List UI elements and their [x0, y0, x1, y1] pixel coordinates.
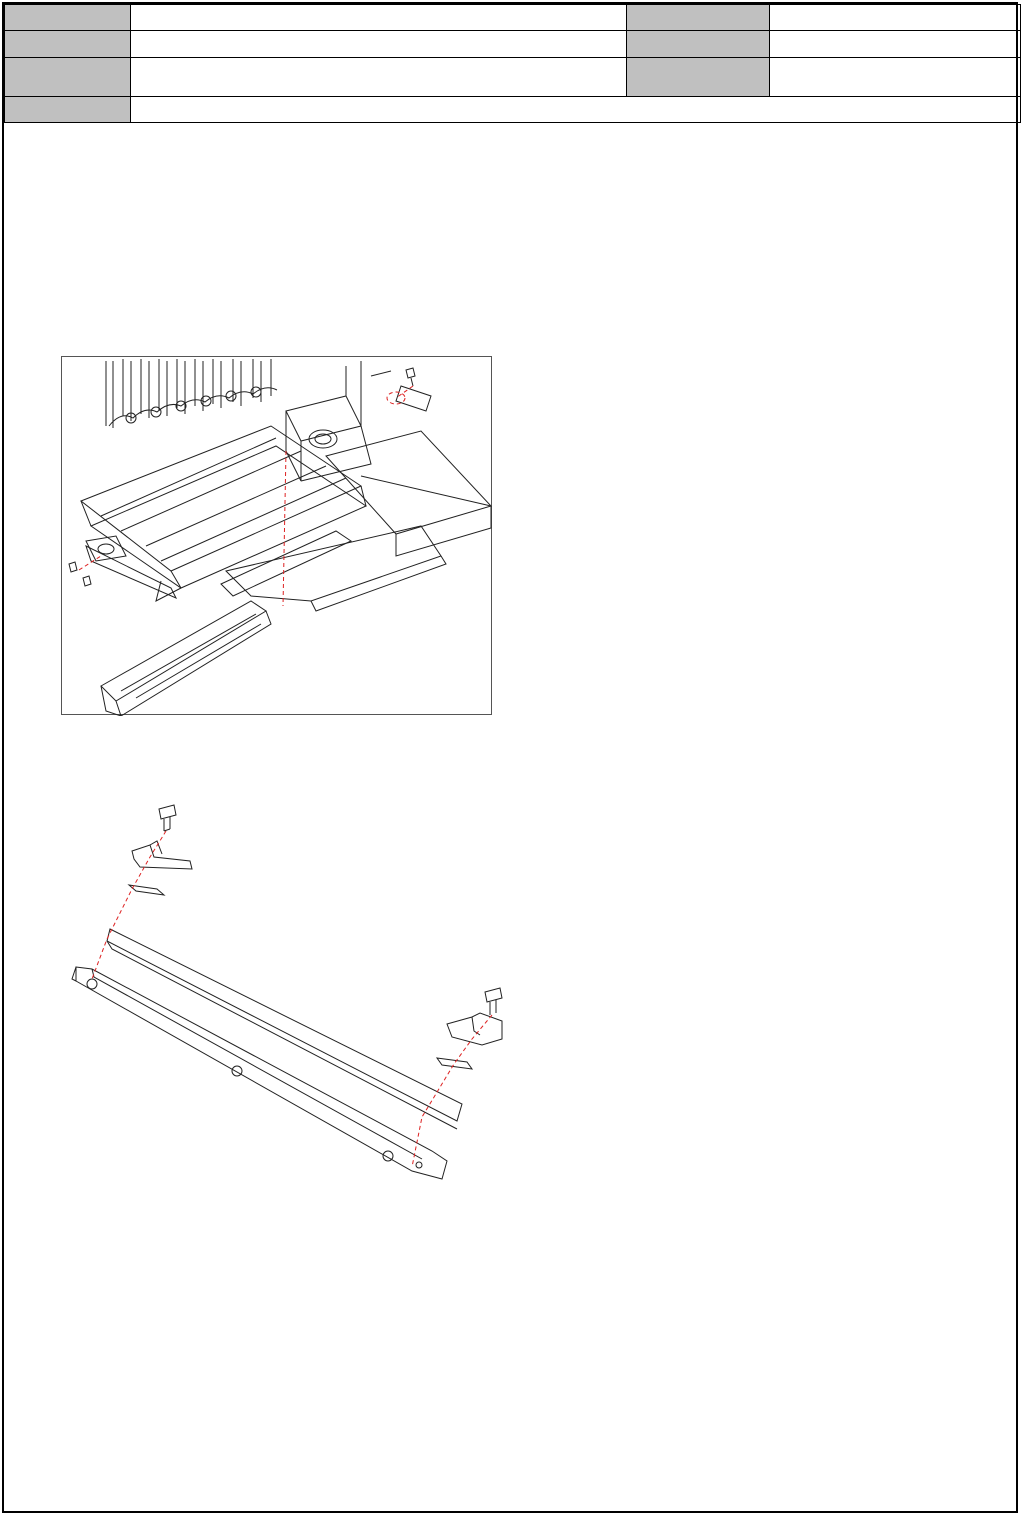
printhead-assembly-diagram	[61, 356, 493, 716]
header-value	[131, 58, 627, 97]
left-fastener	[129, 805, 192, 895]
header-label	[627, 31, 770, 58]
header-row	[5, 5, 1021, 31]
header-row	[5, 31, 1021, 58]
document-page	[2, 2, 1018, 1513]
header-label	[5, 31, 131, 58]
wiper-blade-exploded-diagram	[62, 799, 512, 1199]
wiper-blade-figure	[62, 799, 512, 1199]
header-row	[5, 97, 1021, 123]
header-value	[770, 58, 1021, 97]
header-label	[5, 58, 131, 97]
header-value	[131, 97, 1021, 123]
header-row	[5, 58, 1021, 97]
wiper-rail	[72, 929, 462, 1179]
document-header-table	[4, 4, 1021, 123]
header-label	[5, 97, 131, 123]
header-label	[627, 5, 770, 31]
printhead-assembly-figure	[61, 356, 493, 716]
header-value	[770, 5, 1021, 31]
header-label	[5, 5, 131, 31]
header-value	[131, 31, 627, 58]
header-label	[627, 58, 770, 97]
header-value	[770, 31, 1021, 58]
header-value	[131, 5, 627, 31]
exploded-guides	[92, 831, 492, 1167]
right-fastener	[437, 988, 502, 1069]
